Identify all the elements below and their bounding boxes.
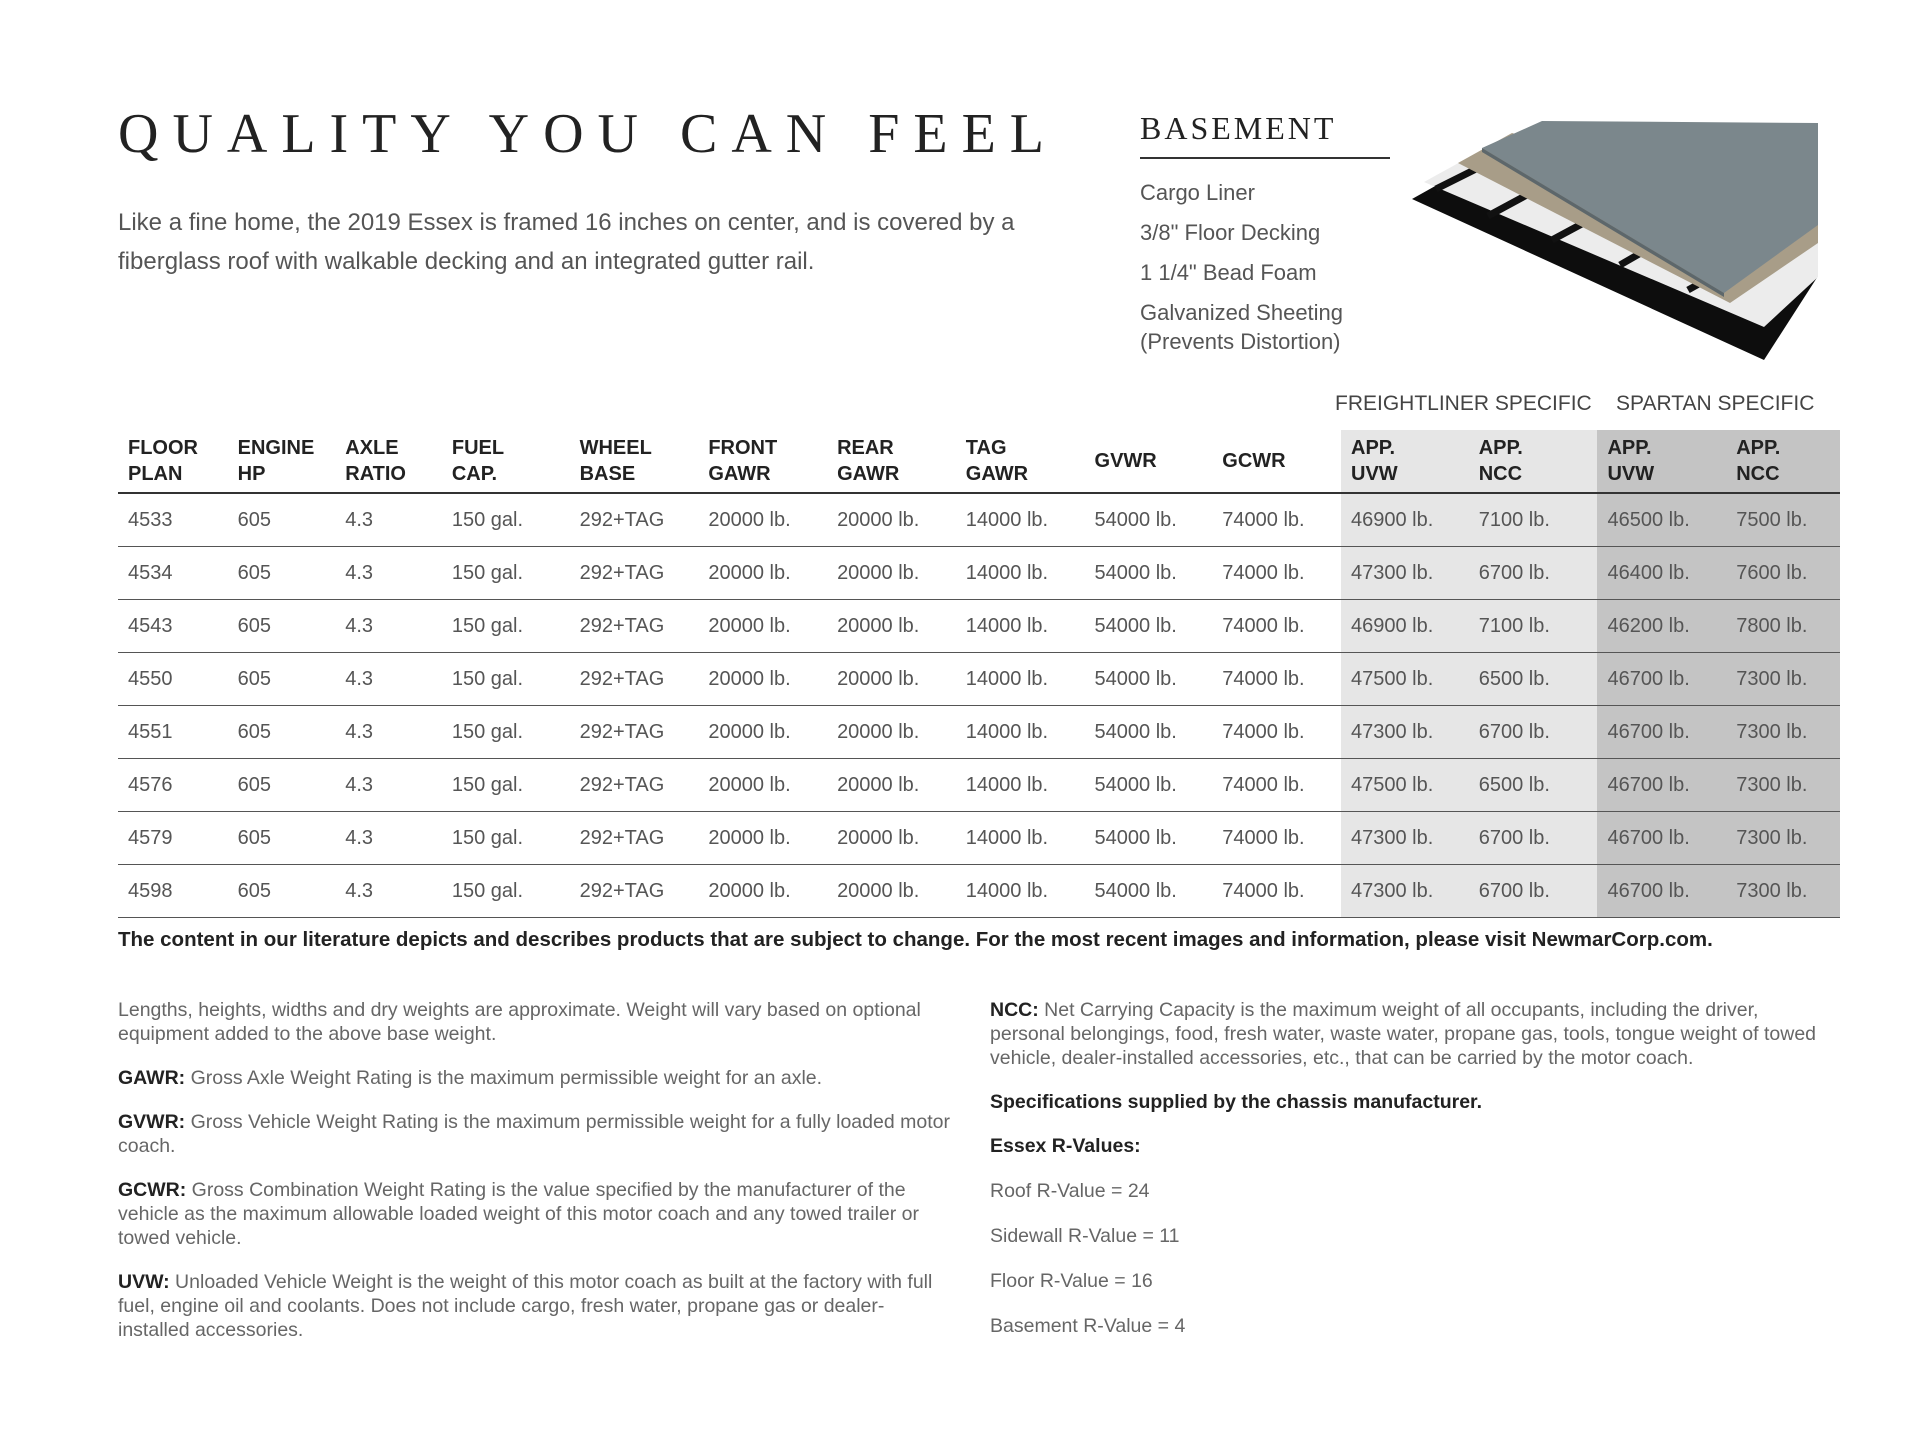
gawr-definition: [118, 1066, 953, 1090]
sidewall-r-value: Sidewall R-Value = 11: [990, 1225, 1180, 1247]
uvw-text: Unloaded Vehicle Weight is the weight of this motor coach as built at the factory with full fuel, engine oil and coolants. Does not include cargo, fresh water, propane gas or dealer-installed accessories.: [118, 1271, 933, 1341]
roof-r-value: Roof R-Value = 24: [990, 1180, 1150, 1202]
table-cell: 46500 lb.: [1597, 493, 1726, 547]
column-header-line1: APP.: [1607, 437, 1652, 459]
gvwr-term: GVWR:: [118, 1111, 186, 1133]
column-header-line2: GAWR: [837, 463, 900, 485]
column-header: [1726, 430, 1840, 493]
table-cell: 4.3: [335, 706, 442, 759]
table-cell: 6700 lb.: [1469, 812, 1598, 865]
table-cell: 54000 lb.: [1085, 653, 1213, 706]
table-cell: 150 gal.: [442, 493, 570, 547]
table-cell: 605: [228, 653, 336, 706]
basement-r-value: Basement R-Value = 4: [990, 1315, 1186, 1337]
table-cell: 4.3: [335, 493, 442, 547]
table-cell: 150 gal.: [442, 759, 570, 812]
column-header-line1: FRONT: [708, 437, 778, 459]
basement-layer-list: [1140, 178, 1400, 356]
table-cell: 14000 lb.: [956, 865, 1085, 918]
column-header: [335, 430, 442, 493]
table-cell: 605: [228, 865, 336, 918]
layer-galvanized-label: Galvanized Sheeting: [1140, 300, 1344, 325]
table-cell: 4534: [118, 547, 228, 600]
table-cell: 14000 lb.: [956, 653, 1085, 706]
table-cell: 292+TAG: [570, 759, 699, 812]
table-cell: 46900 lb.: [1341, 600, 1469, 653]
table-cell: 54000 lb.: [1085, 812, 1213, 865]
table-cell: 54000 lb.: [1085, 493, 1213, 547]
table-cell: 47500 lb.: [1341, 759, 1469, 812]
column-header: [570, 430, 699, 493]
table-cell: 150 gal.: [442, 706, 570, 759]
table-cell: 605: [228, 759, 336, 812]
gcwr-term: GCWR:: [118, 1179, 187, 1201]
uvw-term: UVW:: [118, 1271, 170, 1293]
table-cell: 54000 lb.: [1085, 547, 1213, 600]
column-header-line1: APP.: [1736, 437, 1781, 459]
column-header-line2: HP: [237, 463, 266, 485]
gvwr-definition: [118, 1110, 953, 1158]
table-cell: 150 gal.: [442, 812, 570, 865]
table-cell: 4533: [118, 493, 228, 547]
table-cell: 7300 lb.: [1726, 865, 1840, 918]
table-cell: 4.3: [335, 759, 442, 812]
table-cell: 20000 lb.: [698, 493, 827, 547]
table-row: [118, 759, 1840, 812]
column-header-line1: APP.: [1478, 437, 1523, 459]
column-header-line2: CAP.: [451, 463, 498, 485]
table-cell: 47300 lb.: [1341, 706, 1469, 759]
table-row: [118, 547, 1840, 600]
table-cell: 20000 lb.: [827, 600, 956, 653]
table-cell: 4.3: [335, 865, 442, 918]
column-header-line1: REAR: [837, 437, 894, 459]
column-header-line2: NCC: [1736, 463, 1780, 485]
column-header-line2: UVW: [1607, 463, 1655, 485]
column-header: [228, 430, 336, 493]
column-header-line1: GCWR: [1222, 450, 1286, 472]
table-cell: 20000 lb.: [827, 547, 956, 600]
table-cell: 20000 lb.: [827, 653, 956, 706]
notes-right-column: [990, 998, 1825, 1338]
table-cell: 150 gal.: [442, 865, 570, 918]
table-cell: 292+TAG: [570, 493, 699, 547]
table-cell: 6700 lb.: [1469, 706, 1598, 759]
table-cell: 54000 lb.: [1085, 600, 1213, 653]
column-header: [1212, 430, 1341, 493]
table-cell: 292+TAG: [570, 706, 699, 759]
column-header: [118, 430, 228, 493]
table-cell: 4.3: [335, 600, 442, 653]
table-row: [118, 706, 1840, 759]
table-cell: 20000 lb.: [698, 653, 827, 706]
table-cell: 47300 lb.: [1341, 547, 1469, 600]
table-cell: 47500 lb.: [1341, 653, 1469, 706]
column-header-line1: TAG: [965, 437, 1007, 459]
column-header-line1: FUEL: [451, 437, 505, 459]
column-header: [698, 430, 827, 493]
table-cell: 4579: [118, 812, 228, 865]
table-cell: 46700 lb.: [1597, 706, 1726, 759]
table-cell: 7100 lb.: [1469, 493, 1598, 547]
column-header: [442, 430, 570, 493]
table-cell: 6500 lb.: [1469, 653, 1598, 706]
table-cell: 20000 lb.: [827, 812, 956, 865]
table-cell: 20000 lb.: [827, 493, 956, 547]
layer-galvanized-note: (Prevents Distortion): [1140, 329, 1341, 354]
disclaimer: The content in our literature depicts and describes products that are subject to change. For the most recent images and information, please visit NewmarCorp.com.: [118, 928, 1713, 951]
ncc-term: NCC:: [990, 999, 1039, 1021]
table-cell: 4.3: [335, 812, 442, 865]
table-cell: 4.3: [335, 547, 442, 600]
table-cell: 6500 lb.: [1469, 759, 1598, 812]
table-cell: 7300 lb.: [1726, 759, 1840, 812]
table-row: [118, 493, 1840, 547]
column-header: [1341, 430, 1469, 493]
column-header-line1: AXLE: [345, 437, 399, 459]
table-cell: 4576: [118, 759, 228, 812]
table-cell: 605: [228, 600, 336, 653]
gawr-term: GAWR:: [118, 1067, 186, 1089]
table-cell: 54000 lb.: [1085, 706, 1213, 759]
table-cell: 292+TAG: [570, 865, 699, 918]
freightliner-specific-label: FREIGHTLINER SPECIFIC: [1335, 392, 1592, 415]
table-cell: 292+TAG: [570, 653, 699, 706]
table-cell: 46700 lb.: [1597, 759, 1726, 812]
table-cell: 46700 lb.: [1597, 653, 1726, 706]
column-header-line1: ENGINE: [237, 437, 315, 459]
table-cell: 292+TAG: [570, 600, 699, 653]
table-cell: 605: [228, 493, 336, 547]
table-cell: 46700 lb.: [1597, 812, 1726, 865]
table-cell: 20000 lb.: [827, 865, 956, 918]
table-cell: 20000 lb.: [698, 812, 827, 865]
table-cell: 74000 lb.: [1212, 653, 1341, 706]
table-cell: 4.3: [335, 653, 442, 706]
table-cell: 4551: [118, 706, 228, 759]
table-cell: 20000 lb.: [827, 759, 956, 812]
column-header: [956, 430, 1085, 493]
table-cell: 46400 lb.: [1597, 547, 1726, 600]
table-cell: 7100 lb.: [1469, 600, 1598, 653]
table-cell: 605: [228, 812, 336, 865]
table-body: [118, 493, 1840, 918]
table-cell: 150 gal.: [442, 600, 570, 653]
column-header: [827, 430, 956, 493]
basement-heading: BASEMENT: [1140, 110, 1390, 159]
table-row: [118, 865, 1840, 918]
floor-r-value: Floor R-Value = 16: [990, 1270, 1153, 1292]
gawr-text: Gross Axle Weight Rating is the maximum permissible weight for an axle.: [185, 1067, 823, 1089]
table-header-row: [118, 430, 1840, 493]
table-cell: 7800 lb.: [1726, 600, 1840, 653]
table-cell: 6700 lb.: [1469, 547, 1598, 600]
table-cell: 150 gal.: [442, 653, 570, 706]
table-cell: 7500 lb.: [1726, 493, 1840, 547]
gvwr-text: Gross Vehicle Weight Rating is the maximum permissible weight for a fully loaded motor coach.: [118, 1111, 950, 1157]
table-row: [118, 653, 1840, 706]
table-cell: 54000 lb.: [1085, 865, 1213, 918]
table-cell: 46700 lb.: [1597, 865, 1726, 918]
table-cell: 14000 lb.: [956, 706, 1085, 759]
table-row: [118, 812, 1840, 865]
table-cell: 292+TAG: [570, 812, 699, 865]
column-header-line2: PLAN: [128, 463, 183, 485]
table-cell: 6700 lb.: [1469, 865, 1598, 918]
table-cell: 74000 lb.: [1212, 865, 1341, 918]
table-cell: 14000 lb.: [956, 547, 1085, 600]
table-cell: 20000 lb.: [698, 547, 827, 600]
table-cell: 292+TAG: [570, 547, 699, 600]
table-row: [118, 600, 1840, 653]
table-cell: 74000 lb.: [1212, 812, 1341, 865]
intro-paragraph: Like a fine home, the 2019 Essex is framed 16 inches on center, and is covered by a fiberglass roof with walkable decking and an integrated gutter rail.: [118, 209, 1015, 275]
table-cell: 14000 lb.: [956, 600, 1085, 653]
notes-left-column: [118, 998, 953, 1362]
r-values-heading-text: Essex R-Values:: [990, 1135, 1141, 1157]
column-header-line1: WHEEL: [579, 437, 652, 459]
gcwr-definition: [118, 1178, 953, 1250]
column-header-line2: NCC: [1478, 463, 1523, 485]
ncc-text: Net Carrying Capacity is the maximum weight of all occupants, including the driver, personal belongings, food, fresh water, waste water, propane gas, tools, tongue weight of towed vehicle, dealer-installed accessories, etc., that can be carried by the motor coach.: [990, 999, 1817, 1069]
table-cell: 47300 lb.: [1341, 865, 1469, 918]
table-cell: 4550: [118, 653, 228, 706]
column-header-line2: UVW: [1351, 463, 1398, 485]
column-header: [1469, 430, 1598, 493]
table-cell: 20000 lb.: [698, 865, 827, 918]
table-cell: 14000 lb.: [956, 759, 1085, 812]
table-cell: 4598: [118, 865, 228, 918]
table-cell: 605: [228, 706, 336, 759]
layer-cargo-liner: Cargo Liner: [1140, 180, 1255, 205]
column-header: [1597, 430, 1726, 493]
gcwr-text: Gross Combination Weight Rating is the value specified by the manufacturer of the vehicle as the maximum allowable loaded weight of this motor coach and any towed trailer or towed vehicle.: [118, 1179, 919, 1249]
table-cell: 14000 lb.: [956, 493, 1085, 547]
column-header-line2: BASE: [579, 463, 636, 485]
table-cell: 20000 lb.: [827, 706, 956, 759]
table-cell: 14000 lb.: [956, 812, 1085, 865]
column-header-line1: APP.: [1351, 437, 1396, 459]
table-cell: 7600 lb.: [1726, 547, 1840, 600]
column-header-line2: GAWR: [965, 463, 1029, 485]
table-cell: 54000 lb.: [1085, 759, 1213, 812]
table-cell: 150 gal.: [442, 547, 570, 600]
approximate-note: Lengths, heights, widths and dry weights are approximate. Weight will vary based on optional equipment added to the above base weight.: [118, 999, 921, 1045]
specs-supplied-note: [990, 1090, 1825, 1114]
table-cell: 7300 lb.: [1726, 706, 1840, 759]
table-cell: 20000 lb.: [698, 759, 827, 812]
table-cell: 74000 lb.: [1212, 547, 1341, 600]
uvw-definition: [118, 1270, 953, 1342]
specifications-table: [118, 430, 1840, 918]
column-header-line1: FLOOR: [128, 437, 198, 459]
table-cell: 7300 lb.: [1726, 812, 1840, 865]
specs-supplied-text: Specifications supplied by the chassis manufacturer.: [990, 1091, 1482, 1113]
table-cell: 74000 lb.: [1212, 706, 1341, 759]
table-cell: 4543: [118, 600, 228, 653]
basement-layers-illustration: [1410, 115, 1830, 365]
table-cell: 74000 lb.: [1212, 493, 1341, 547]
column-header-line2: RATIO: [345, 463, 406, 485]
table-cell: 47300 lb.: [1341, 812, 1469, 865]
layer-floor-decking: 3/8" Floor Decking: [1140, 220, 1321, 245]
table-cell: 74000 lb.: [1212, 759, 1341, 812]
spartan-specific-label: SPARTAN SPECIFIC: [1616, 392, 1815, 415]
table-cell: 20000 lb.: [698, 706, 827, 759]
layer-galvanized-sheeting: [1140, 298, 1400, 356]
page-title: QUALITY YOU CAN FEEL: [118, 103, 1058, 165]
table-cell: 7300 lb.: [1726, 653, 1840, 706]
r-values-heading: [990, 1134, 1825, 1158]
table-cell: 46900 lb.: [1341, 493, 1469, 547]
table-cell: 605: [228, 547, 336, 600]
table-cell: 74000 lb.: [1212, 600, 1341, 653]
layer-bead-foam: 1 1/4" Bead Foam: [1140, 260, 1317, 285]
table-cell: 46200 lb.: [1597, 600, 1726, 653]
table-cell: 20000 lb.: [698, 600, 827, 653]
column-header-line1: GVWR: [1094, 450, 1157, 472]
column-header: [1085, 430, 1213, 493]
ncc-definition: [990, 998, 1825, 1070]
column-header-line2: GAWR: [708, 463, 771, 485]
